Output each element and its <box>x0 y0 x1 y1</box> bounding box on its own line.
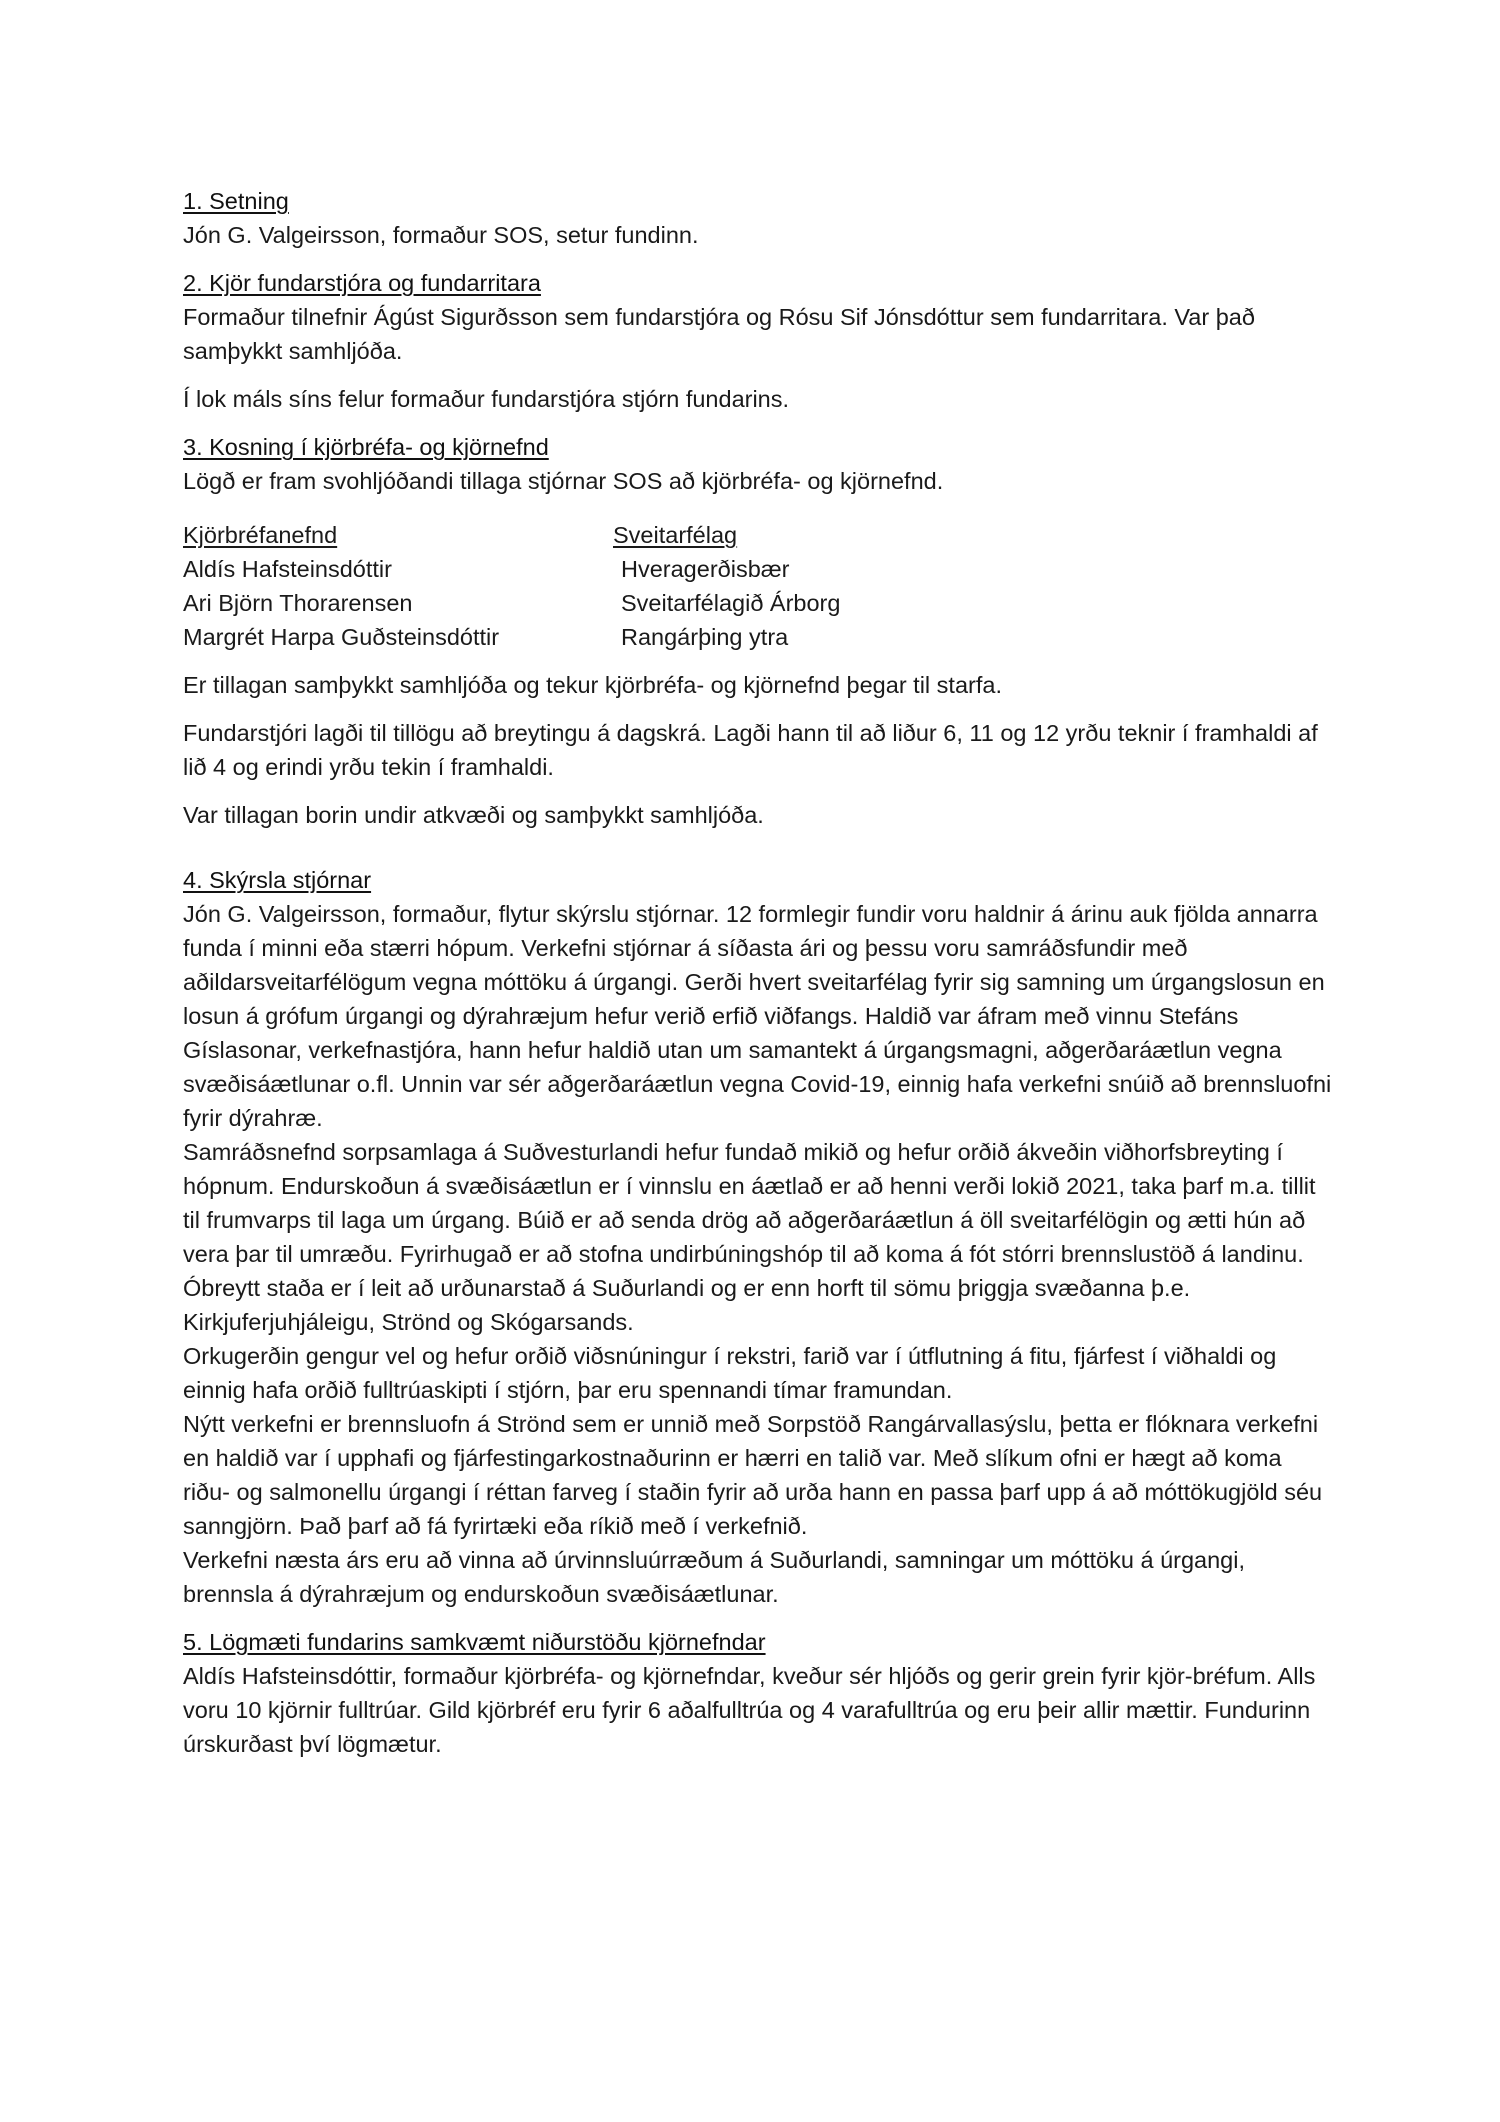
section-paragraph: Nýtt verkefni er brennsluofn á Strönd sem er unnið með Sorpstöð Rangárvallasýslu, þetta er flóknara verkefni en haldið var í upphafi og fjárfestingarkostnaðurinn er hærri en talið var. Með slíkum ofni er hægt að koma riðu- og salmonellu úrgangi í réttan farveg í staðin fyrir að urða hann en passa þarf upp á að móttökugjöld séu sanngjörn. Það þarf að fá fyrirtæki eða ríkið með í verkefnið. <box>183 1411 1323 1539</box>
committee-member-municipality: Hveragerðisbær <box>621 556 790 582</box>
committee-member-name: Ari Björn Thorarensen <box>183 590 413 616</box>
section-skyrsla-stjornar <box>183 863 1333 1611</box>
committee-member-name: Aldís Hafsteinsdóttir <box>183 556 392 582</box>
section-paragraph: Er tillagan samþykkt samhljóða og tekur kjörbréfa- og kjörnefnd þegar til starfa. <box>183 672 1002 698</box>
section-heading: 4. Skýrsla stjórnar <box>183 867 372 893</box>
section-heading: 1. Setning <box>183 188 289 214</box>
committee-column-header: Kjörbréfanefnd <box>183 522 338 548</box>
section-setning <box>183 184 1333 252</box>
document-page <box>183 184 1333 1761</box>
section-paragraph: Formaður tilnefnir Ágúst Sigurðsson sem fundarstjóra og Rósu Sif Jónsdóttur sem fundarritara. Var það samþykkt samhljóða. <box>183 304 1255 364</box>
committee-member-name: Margrét Harpa Guðsteinsdóttir <box>183 624 500 650</box>
section-paragraph: Jón G. Valgeirsson, formaður SOS, setur fundinn. <box>183 222 699 248</box>
municipality-column-header: Sveitarfélag <box>613 522 738 548</box>
section-heading: 5. Lögmæti fundarins samkvæmt niðurstöðu kjörnefndar <box>183 1629 766 1655</box>
section-paragraph: Verkefni næsta árs eru að vinna að úrvinnsluúrræðum á Suðurlandi, samningar um móttöku á úrgangi, brennsla á dýrahræjum og endurskoðun svæðisáætlunar. <box>183 1547 1245 1607</box>
committee-member-municipality: Sveitarfélagið Árborg <box>621 590 841 616</box>
committee-table <box>183 518 1333 654</box>
committee-member-municipality: Rangárþing ytra <box>621 624 789 650</box>
section-kosning-kjornefnd <box>183 430 1333 832</box>
section-kjor-fundarstjora <box>183 266 1333 416</box>
section-paragraph: Samráðsnefnd sorpsamlaga á Suðvesturlandi hefur fundað mikið og hefur orðið ákveðin viðhorfsbreyting í hópnum. Endurskoðun á svæðisáætlun er í vinnslu en áætlað er að henni verði lokið 2021, taka þarf m.a. tillit til frumvarps til laga um úrgang. Búið er að senda drög að aðgerðaráætlun á öll sveitarfélögin og ætti hún að vera þar til umræðu. Fyrirhugað er að stofna undirbúningshóp til að koma á fót stórri brennslustöð á landinu. Óbreytt staða er í leit að urðunarstað á Suðurlandi og er enn horft til sömu þriggja svæðanna þ.e. Kirkjuferjuhjáleigu, Strönd og Skógarsands. <box>183 1139 1316 1335</box>
section-heading: 3. Kosning í kjörbréfa- og kjörnefnd <box>183 434 549 460</box>
section-logmaeti-fundarins <box>183 1625 1333 1761</box>
section-heading: 2. Kjör fundarstjóra og fundarritara <box>183 270 541 296</box>
section-paragraph: Var tillagan borin undir atkvæði og samþykkt samhljóða. <box>183 802 764 828</box>
section-paragraph: Lögð er fram svohljóðandi tillaga stjórnar SOS að kjörbréfa- og kjörnefnd. <box>183 468 944 494</box>
section-paragraph: Jón G. Valgeirsson, formaður, flytur skýrslu stjórnar. 12 formlegir fundir voru haldnir á árinu auk fjölda annarra funda í minni eða stærri hópum. Verkefni stjórnar á síðasta ári og þessu voru samráðsfundir með aðildarsveitarfélögum vegna móttöku á úrgangi. Gerði hvert sveitarfélag fyrir sig samning um úrgangslosun en losun á grófum úrgangi og dýrahræjum hefur verið erfið viðfangs. Haldið var áfram með vinnu Stefáns Gíslasonar, verkefnastjóra, hann hefur haldið utan um samantekt á úrgangsmagni, aðgerðaráætlun vegna svæðisáætlunar o.fl. Unnin var sér aðgerðaráætlun vegna Covid-19, einnig hafa verkefni snúið að brennsluofni fyrir dýrahræ. <box>183 901 1332 1131</box>
section-paragraph: Aldís Hafsteinsdóttir, formaður kjörbréfa- og kjörnefndar, kveður sér hljóðs og gerir grein fyrir kjör-bréfum. Alls voru 10 kjörnir fulltrúar. Gild kjörbréf eru fyrir 6 aðalfulltrúa og 4 varafulltrúa og eru þeir allir mættir. Fundurinn úrskurðast því lögmætur. <box>183 1663 1316 1757</box>
section-paragraph: Orkugerðin gengur vel og hefur orðið viðsnúningur í rekstri, farið var í útflutning á fitu, fjárfest í viðhaldi og einnig hafa orðið fulltrúaskipti í stjórn, þar eru spennandi tímar framundan. <box>183 1343 1277 1403</box>
section-paragraph: Í lok máls síns felur formaður fundarstjóra stjórn fundarins. <box>183 386 790 412</box>
section-paragraph: Fundarstjóri lagði til tillögu að breytingu á dagskrá. Lagði hann til að liður 6, 11 og 12 yrðu teknir í framhaldi af lið 4 og erindi yrðu tekin í framhaldi. <box>183 720 1318 780</box>
